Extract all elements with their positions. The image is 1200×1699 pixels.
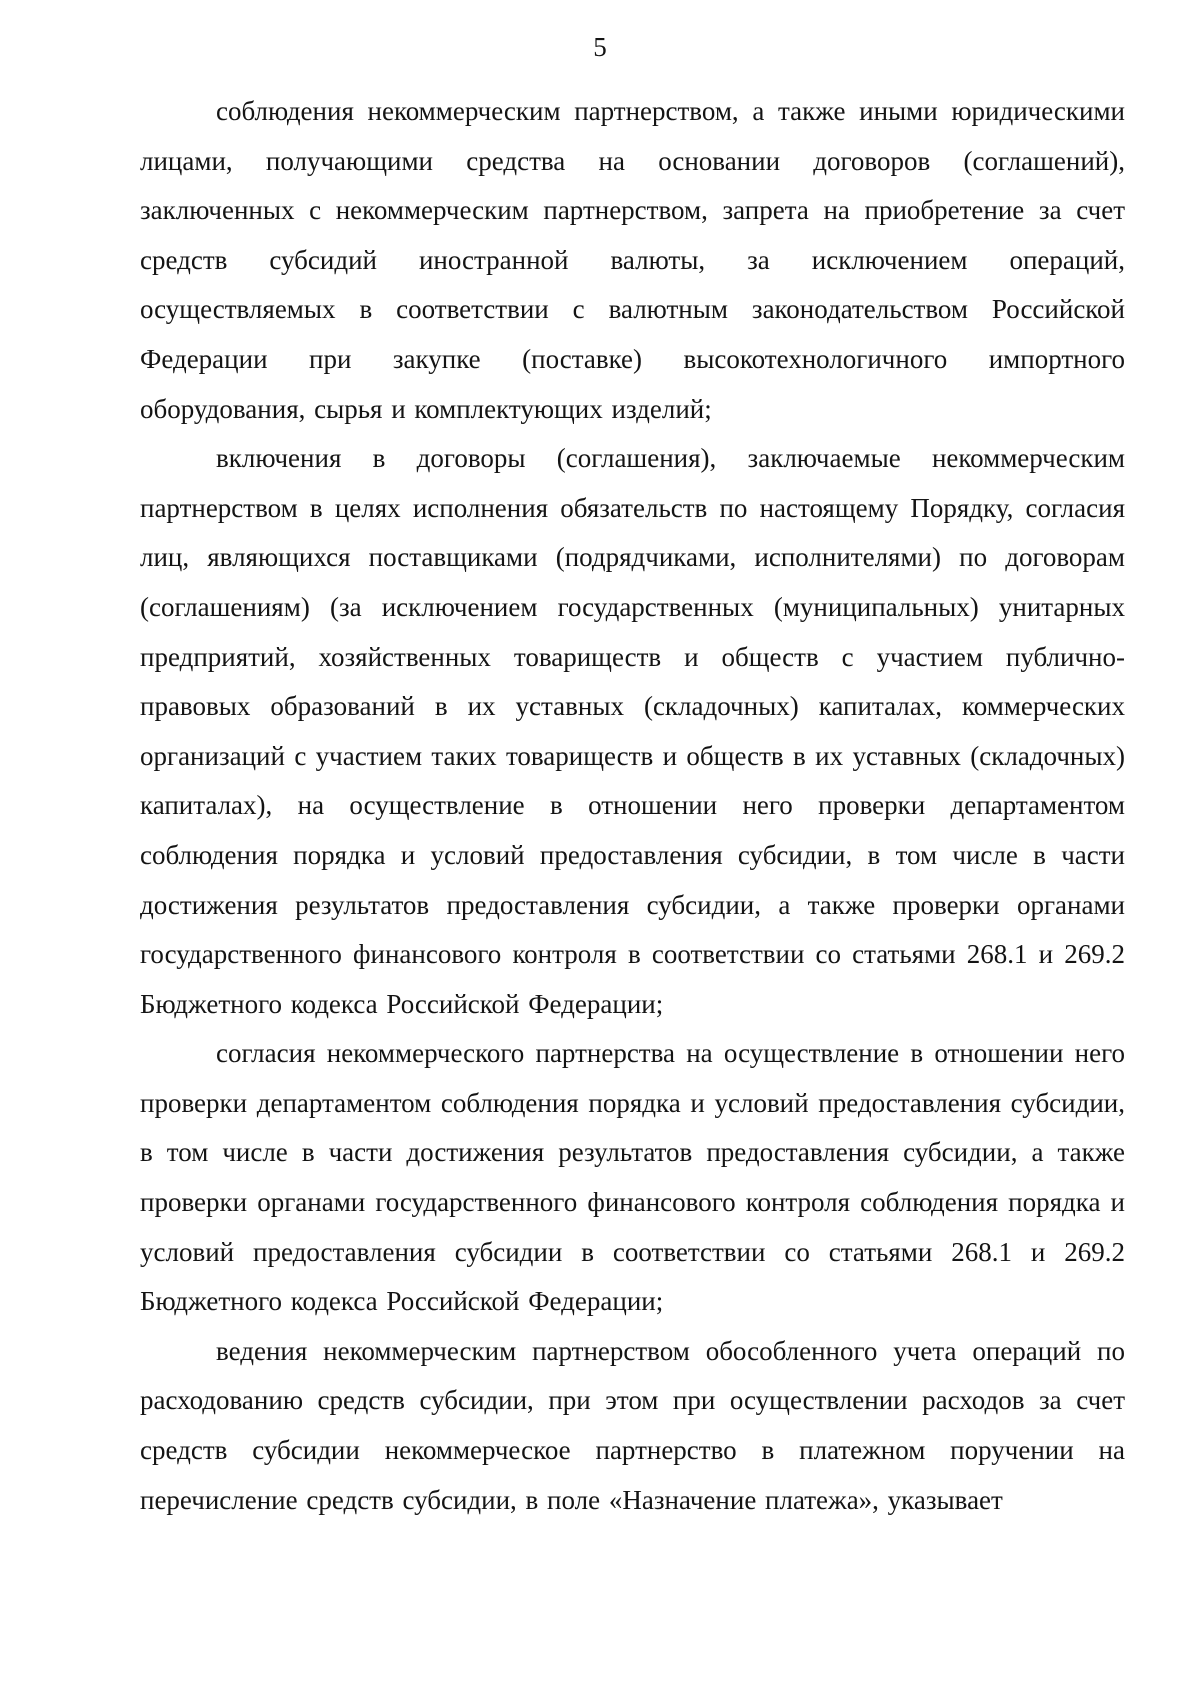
paragraph-contract-inclusion: включения в договоры (соглашения), заключаемые некоммерческим партнерством в целях исполнения обязательств по настоящему Порядку, согласия лиц, являющихся поставщиками (подрядчиками, исполнителями) по договорам (соглашениям) (за исключением государственных (муниципальных) унитарных предприятий, хозяйственных товариществ и обществ с участием публично-правовых образований в их уставных (складочных) капиталах, коммерческих организаций с участием таких товариществ и обществ в их уставных (складочных) капиталах), на осуществление в отношении него проверки департаментом соблюдения порядка и условий предоставления субсидии, в том числе в части достижения результатов предоставления субсидии, а также проверки органами государственного финансового контроля в соответствии со статьями 268.1 и 269.2 Бюджетного кодекса Российской Федерации; (140, 443, 1125, 1019)
paragraph-separate-accounting: ведения некоммерческим партнерством обособленного учета операций по расходованию средств субсидии, при этом при осуществлении расходов за счет средств субсидии некоммерческое партнерство в платежном поручении на перечисление средств субсидии, в поле «Назначение платежа», указывает (140, 1335, 1125, 1515)
page-number: 5 (593, 32, 607, 62)
paragraph-currency-ban: соблюдения некоммерческим партнерством, а также иными юридическими лицами, получающими средства на основании договоров (соглашений), заключенных с некоммерческим партнерством, запрета на приобретение за счет средств субсидий иностранной валюты, за исключением операций, осуществляемых в соответствии с валютным законодательством Российской Федерации при закупке (поставке) высокотехнологичного импортного оборудования, сырья и комплектующих изделий; (140, 96, 1125, 424)
document-body (140, 87, 1125, 1525)
paragraph-partnership-consent: согласия некоммерческого партнерства на осуществление в отношении него проверки департаментом соблюдения порядка и условий предоставления субсидии, в том числе в части достижения результатов предоставления субсидии, а также проверки органами государственного финансового контроля соблюдения порядка и условий предоставления субсидии в соответствии со статьями 268.1 и 269.2 Бюджетного кодекса Российской Федерации; (140, 1038, 1125, 1317)
